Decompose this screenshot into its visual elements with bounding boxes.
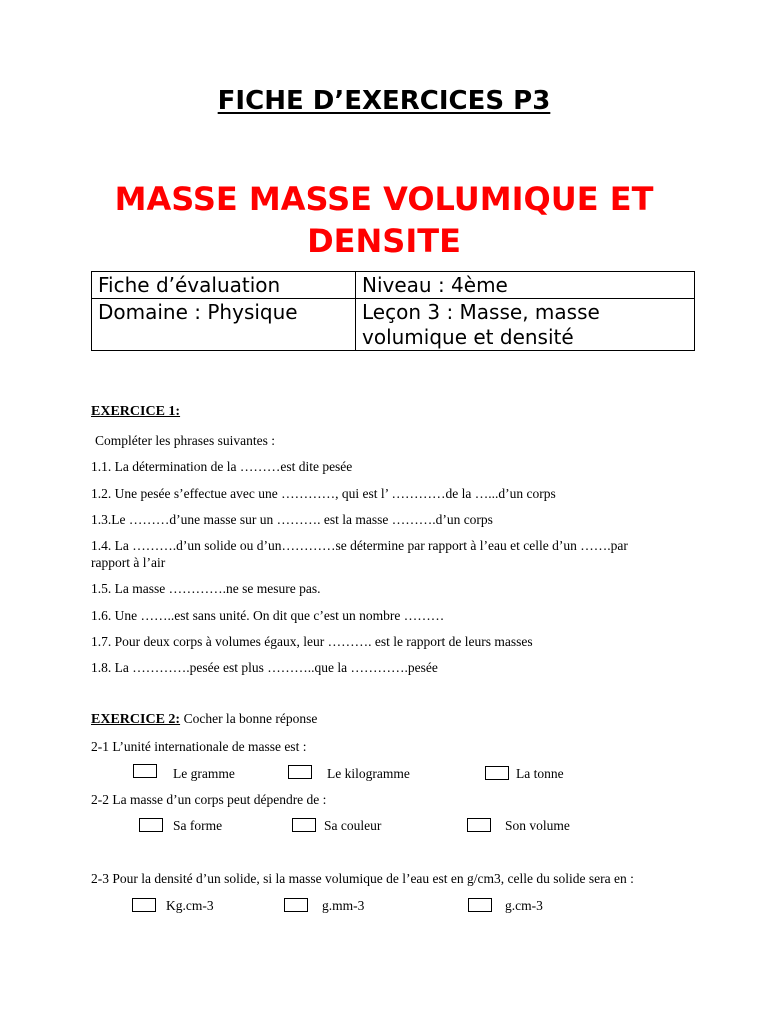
info-cell-evaluation: Fiche d’évaluation [92, 272, 356, 299]
exercise-1-item: 1.5. La masse ………….ne se mesure pas. [91, 581, 321, 596]
document-title: FICHE D’EXERCICES P3 [217, 86, 551, 116]
exercise-1-item: 1.4. La ……….d’un solide ou d’un…………se détermine par rapport à l’eau et celle d’un …….par rapport à l’air [91, 538, 628, 570]
option-label: Son volume [505, 818, 570, 833]
option-label: g.cm-3 [505, 898, 543, 913]
info-cell-domain: Domaine : Physique [92, 299, 356, 351]
checkbox[interactable] [468, 898, 492, 912]
exercise-2-label: EXERCICE 2: [91, 712, 181, 727]
checkbox[interactable] [284, 898, 308, 912]
checkbox[interactable] [485, 766, 509, 780]
checkbox[interactable] [288, 765, 312, 779]
exercise-1-item: 1.8. La ………….pesée est plus ………..que la ………….pesée [91, 660, 438, 675]
checkbox[interactable] [292, 818, 316, 832]
option-label: Le gramme [173, 766, 235, 781]
info-row [92, 272, 695, 299]
option-label: Le kilogramme [327, 766, 410, 781]
question-2-2: 2-2 La masse d’un corps peut dépendre de : [91, 792, 327, 807]
info-cell-lesson: Leçon 3 : Masse, masse volumique et densité [356, 299, 695, 351]
option-label: Sa forme [173, 818, 223, 833]
option-label: Kg.cm-3 [166, 898, 214, 913]
exercise-2-instruction: Cocher la bonne réponse [183, 711, 318, 726]
exercise-1-item: 1.6. Une ……..est sans unité. On dit que c’est un nombre ……… [91, 608, 445, 623]
option-label: La tonne [516, 766, 564, 781]
info-table [91, 271, 695, 351]
checkbox[interactable] [467, 818, 491, 832]
main-title: MASSE MASSE VOLUMIQUE ET DENSITE [114, 180, 654, 260]
info-cell-level: Niveau : 4ème [356, 272, 695, 299]
exercise-1-heading [91, 404, 180, 420]
question-2-1: 2-1 L’unité internationale de masse est : [91, 739, 307, 754]
option-label: g.mm-3 [322, 898, 365, 913]
info-row [92, 299, 695, 351]
option-label: Sa couleur [324, 818, 382, 833]
exercise-1-item: 1.2. Une pesée s’effectue avec une …………, qui est l’ …………de la …...d’un corps [91, 486, 556, 501]
checkbox[interactable] [133, 764, 157, 778]
exercise-2-heading [91, 711, 317, 728]
exercise-1-label: EXERCICE 1: [91, 404, 181, 419]
exercise-1-item: 1.7. Pour deux corps à volumes égaux, leur ………. est le rapport de leurs masses [91, 634, 533, 649]
checkbox[interactable] [132, 898, 156, 912]
checkbox[interactable] [139, 818, 163, 832]
question-2-3: 2-3 Pour la densité d’un solide, si la masse volumique de l’eau est en g/cm3, celle du solide sera en : [91, 871, 634, 886]
exercise-1-item: 1.3.Le ………d’une masse sur un ………. est la masse ……….d’un corps [91, 512, 493, 527]
exercise-1-instruction: Compléter les phrases suivantes : [95, 433, 275, 448]
exercise-1-item: 1.1. La détermination de la ………est dite pesée [91, 459, 353, 474]
